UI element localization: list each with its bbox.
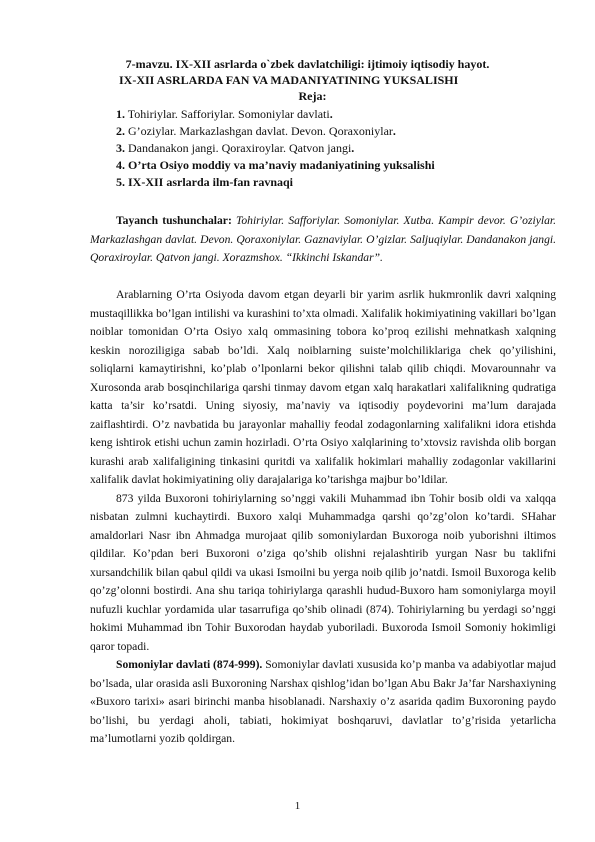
plan-item (116, 140, 435, 157)
paragraph-heading: Somoniylar davlati (874-999). (116, 658, 263, 671)
plan-item (116, 106, 435, 123)
topic-title: 7-mavzu. IX-XII asrlarda o`zbek davlatchiligi: ijtimoiy iqtisodiy hayot. (125, 57, 490, 71)
plan-heading: Reja: (298, 89, 327, 103)
plan-item-text: Dandanakon jangi. Qoraxiroylar. Qatvon jangi (125, 141, 352, 155)
plan-item-text: G’oziylar. Markazlashgan davlat. Devon. Qoraxoniylar (125, 124, 393, 138)
plan-item-end: . (392, 124, 396, 138)
plan-item-number: 4. (116, 158, 125, 172)
plan-list (116, 106, 435, 191)
plan-item-text: IX-XII asrlarda ilm-fan ravnaqi (125, 175, 294, 189)
key-concepts-label: Tayanch tushunchalar: (116, 214, 232, 227)
page-number: 1 (294, 800, 301, 812)
plan-item-number: 2. (116, 124, 125, 138)
key-concepts (90, 212, 556, 268)
paragraph (90, 656, 556, 749)
paragraph-text: Somoniylar davlati xususida ko’p manba va adabiyotlar majud bo’lsada, ular orasida asli Buxoroning Narshax qishlog’idan bo’lgan Abu Bakr Ja’far Narshaxiyning «Buxoro tarixi» asari birinchi manba hisoblanadi. Narshaxiy o’z asarida qadim Buxoroning paydo bo’lishi, bu yerdagi aholi, tabiati, hokimiyat boshqaruvi, davlatlar to’g’risida yetarlicha ma’lumotlarni yozib qoldirgan. (90, 658, 556, 745)
plan-item-number: 5. (116, 175, 125, 189)
plan-item-end: . (329, 107, 333, 121)
plan-item (116, 157, 435, 174)
paragraph: Arablarning O’rta Osiyoda davom etgan deyarli bir yarim asrlik hukmronlik davri xalqning mustaqillikka bo’lgan intilishi va kurashini to’xta olmadi. Xalifalik hokimiyatining vakillari bo’lgan noiblar tomonidan O’rta Osiyo xalq ommasining tobora ko’proq ezilishi mehnatkash xalqning keskin noroziligiga sabab bo’ldi. Xalq noiblarning suiste’molchiliklariga chek qo’yilishini, soliqlarni kamaytirishni, ko’plab o’lponlarni bekor qilishni talab qilib chiqdi. Movarounnahr va Xurosonda arab bosqinchilariga qarshi tinmay davom etgan xalq harakatlari xalifalikning qudratiga katta ta’sir ko’rsatdi. Uning siyosiy, ma’naviy va iqtisodiy poydevorini ma’lum darajada zaiflashtirdi. O’z navbatida bu jarayonlar mahalliy feodal zodagonlarning xalifalikni idora etishda keng ishtirok etishi uchun zamin hozirladi. O’rta Osiyo xalqlarining to’xtovsiz ravishda olib borgan kurashi arab xalifaligining tinkasini quritdi va xalifalik hokimlari mahalliy zodagonlar vakillarini xalifalik davlat hokimiyatining oliy darajalariga ko’tarishga majbur bo’ldilar. (90, 288, 556, 486)
plan-item-end: . (351, 141, 355, 155)
main-text (90, 286, 556, 749)
key-concepts-text: Tohiriylar. Safforiylar. Somoniylar. Xutba. Kampir devor. G’oziylar. Markazlashgan davlat. Devon. Qoraxoniylar. Gaznaviylar. O’gizlar. Saljuqiylar. Dandanakon jangi. Qoraxiroylar. Qatvon jangi. Xorazmshox. “Ikkinchi Iskandar”. (90, 214, 556, 264)
plan-item (116, 123, 435, 140)
plan-item-text: Tohiriylar. Safforiylar. Somoniylar davlati (125, 107, 330, 121)
paragraph: 873 yilda Buxoroni tohiriylarning so’nggi vakili Muhammad ibn Tohir bosib oldi va xalqqa nisbatan zulmni kuchaytirdi. Buxoro xalqi Muhammadga qarshi qo’zg’olon ko’tardi. SHahar amaldorlari Nasr ibn Ahmadga murojaat qilib somoniylardan Buxoroga noib yuborishni iltimos qildilar. Ko’pdan beri Buxoroni o’ziga qo’shib olishni rejalashtirib yurgan Nasr bu taklifni xursandchilik bilan qabul qildi va ukasi Ismoilni bu yerga noib qilib jo’natdi. Ismoil Buxoroga kelib qo’zg’olonni bostirdi. Ana shu tariqa tohiriylarga qarashli hudud-Buxoro ham somoniylarga moyil nufuzli kuchlar yordamida ular tasarrufiga qo’shib olinadi (874). Tohiriylarning bu yerdagi so’nggi hokimi Muhammad ibn Tohir Buxorodan haydab yuboriladi. Buxoroda Ismoil Somoniy hokimligi qaror topadi. (90, 491, 556, 653)
topic-subtitle: IX-XII ASRLARDA FAN VA MADANIYATINING YUKSALISHI (119, 73, 459, 87)
plan-item-number: 3. (116, 141, 125, 155)
plan-item-text: O’rta Osiyo moddiy va ma’naviy madaniyatining yuksalishi (125, 158, 435, 172)
plan-item-number: 1. (116, 107, 125, 121)
plan-item (116, 174, 435, 191)
